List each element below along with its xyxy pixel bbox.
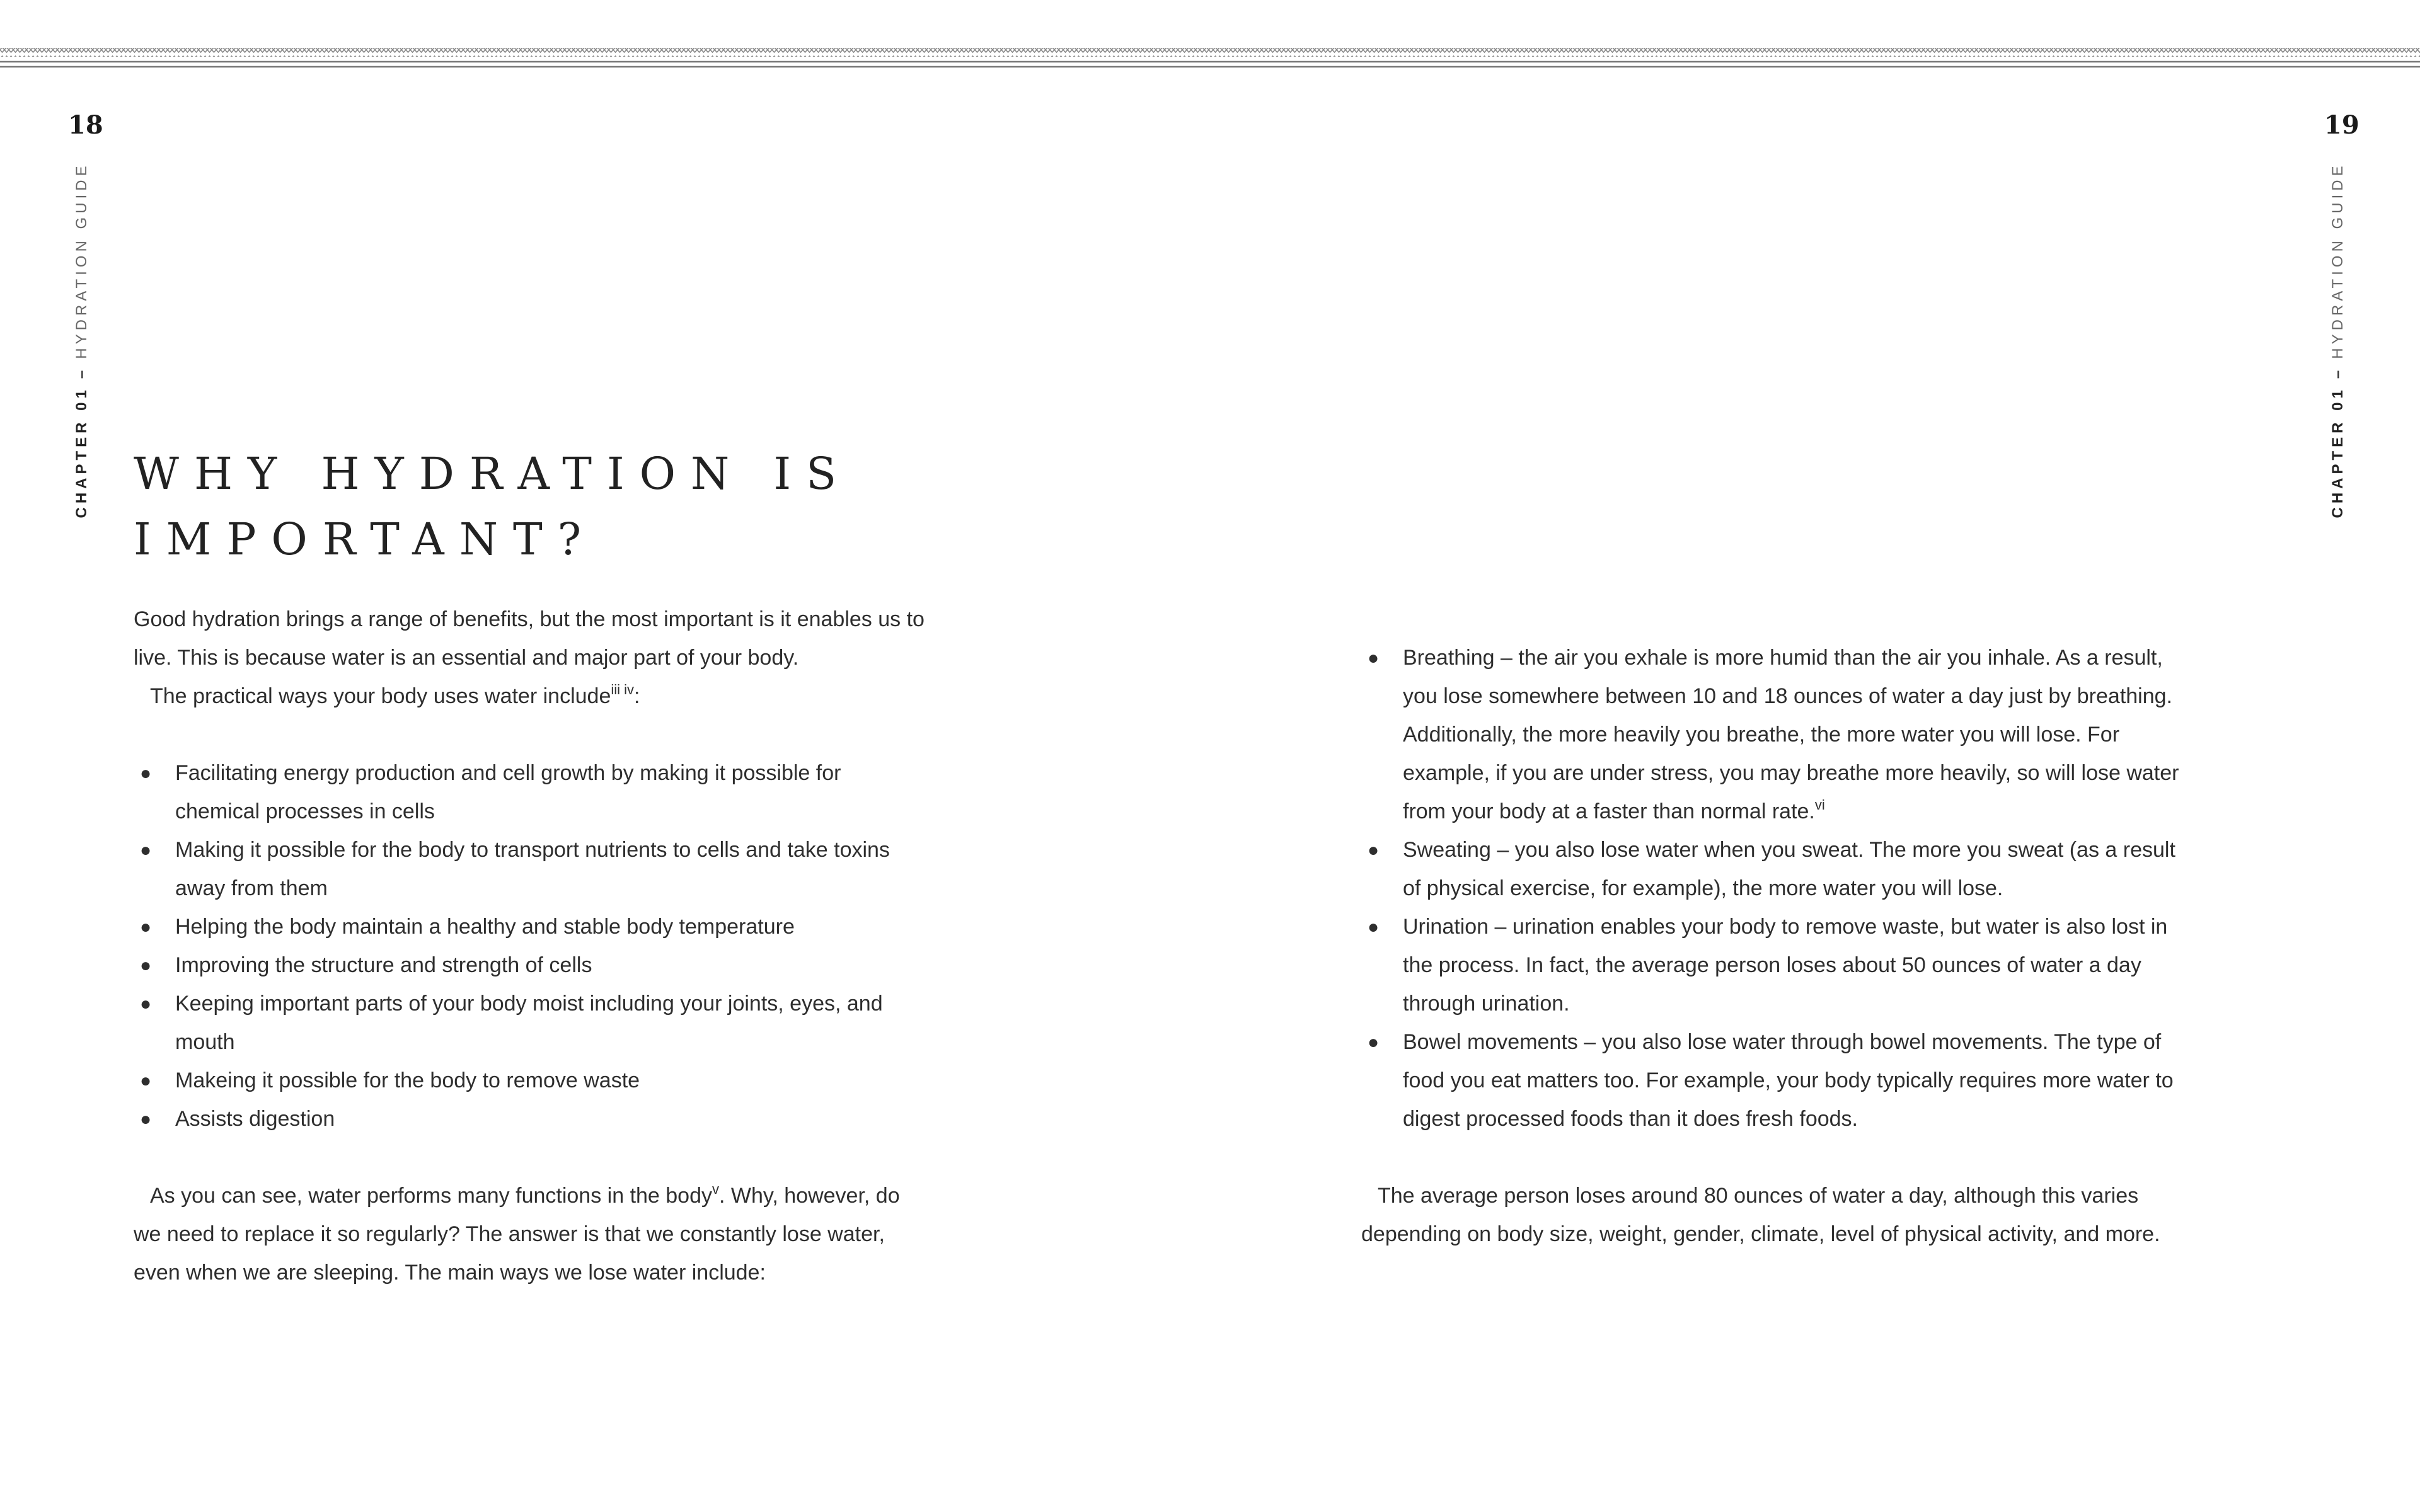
chapter-label: CHAPTER 01 xyxy=(73,386,90,518)
bullet-icon: ● xyxy=(140,840,152,861)
summary-paragraph xyxy=(1361,1177,2181,1254)
chapter-side-label-left xyxy=(69,164,95,517)
chapter-dash: – xyxy=(73,366,90,379)
bullet-icon: ● xyxy=(140,917,152,937)
list-item-text: Helping the body maintain a healthy and stable body temperature xyxy=(175,915,795,939)
list-item-text: Breathing – the air you exhale is more humid than the air you inhale. As a result, you lose somewhere between 10 and 18 ounces of water a day just by breathing. Additionally, the more heavily you breathe, the more water you will lose. For example, if you are under stress, you may breathe more heavily, so will lose water from your body at a faster than normal rate. xyxy=(1403,646,2179,823)
list-item xyxy=(134,831,928,908)
list-item-text: Keeping important parts of your body moist including your joints, eyes, and mouth xyxy=(175,992,883,1054)
left-body-column xyxy=(134,600,928,1292)
intro-line-1: Good hydration brings a range of benefits, but the most important is it enables us to live. This is because water is an essential and major part of your body. xyxy=(134,607,925,670)
page-number-left: 18 xyxy=(68,110,103,140)
list-item xyxy=(134,1062,928,1100)
bullet-icon: ● xyxy=(140,955,152,976)
bullet-icon: ● xyxy=(1368,648,1380,668)
list-item-text: Bowel movements – you also lose water through bowel movements. The type of food you eat matters too. For example, your body typically requires more water to digest processed foods than it does fresh foods. xyxy=(1403,1030,2174,1131)
chapter-label: CHAPTER 01 xyxy=(2329,386,2346,518)
bullet-icon: ● xyxy=(140,1070,152,1091)
page-number-right: 19 xyxy=(2324,110,2360,140)
footnote-ref-iii-iv: iii iv xyxy=(611,682,635,697)
chapter-dash: – xyxy=(2329,366,2346,379)
summary-text: The average person loses around 80 ounces of water a day, although this varies depending on body size, weight, gender, climate, level of physical activity, and more. xyxy=(1361,1184,2160,1246)
list-item xyxy=(134,754,928,831)
bullet-icon: ● xyxy=(140,994,152,1014)
list-item-text: Sweating – you also lose water when you sweat. The more you sweat (as a result of physical exercise, for example), the more water you will lose. xyxy=(1403,838,2175,900)
list-item-text: Facilitating energy production and cell growth by making it possible for chemical processes in cells xyxy=(175,761,841,823)
bullet-icon: ● xyxy=(1368,1032,1380,1053)
bullet-icon: ● xyxy=(1368,840,1380,861)
closing-text-2: . Why, however, do we need to replace it so regularly? The answer is that we constantly lose water, even when we are sleeping. The main ways we lose water include: xyxy=(134,1184,900,1285)
list-item xyxy=(134,985,928,1062)
list-item xyxy=(1361,908,2181,1023)
intro-line-2: The practical ways your body uses water include xyxy=(150,684,611,708)
chapter-side-label-right xyxy=(2325,164,2351,517)
list-item-text: Assists digestion xyxy=(175,1107,335,1131)
list-item-text: Makeing it possible for the body to remove waste xyxy=(175,1068,640,1092)
footnote-ref-vi: vi xyxy=(1814,797,1825,813)
intro-line-2-end: : xyxy=(634,684,640,708)
intro-paragraph xyxy=(134,600,928,716)
closing-text-1: As you can see, water performs many functions in the body xyxy=(150,1184,713,1208)
water-uses-list xyxy=(134,754,928,1138)
list-item xyxy=(1361,1023,2181,1138)
list-item xyxy=(134,908,928,946)
bullet-icon: ● xyxy=(140,763,152,784)
list-item xyxy=(134,946,928,985)
list-item xyxy=(134,1100,928,1138)
decorative-top-border xyxy=(0,45,2420,73)
page-title: WHY HYDRATION IS IMPORTANT? xyxy=(134,448,852,565)
right-body-column xyxy=(1361,639,2181,1254)
list-item-text: Improving the structure and strength of cells xyxy=(175,953,592,977)
section-label: HYDRATION GUIDE xyxy=(73,162,90,359)
list-item xyxy=(1361,831,2181,908)
closing-paragraph xyxy=(134,1177,928,1292)
bullet-icon: ● xyxy=(1368,917,1380,937)
water-loss-list xyxy=(1361,639,2181,1138)
footnote-ref-v: v xyxy=(712,1181,720,1197)
list-item-text: Urination – urination enables your body to remove waste, but water is also lost in the process. In fact, the average person loses about 50 ounces of water a day through urination. xyxy=(1403,915,2168,1016)
bullet-icon: ● xyxy=(140,1109,152,1130)
list-item xyxy=(1361,639,2181,831)
list-item-text: Making it possible for the body to transport nutrients to cells and take toxins away from them xyxy=(175,838,890,900)
section-label: HYDRATION GUIDE xyxy=(2329,162,2346,359)
